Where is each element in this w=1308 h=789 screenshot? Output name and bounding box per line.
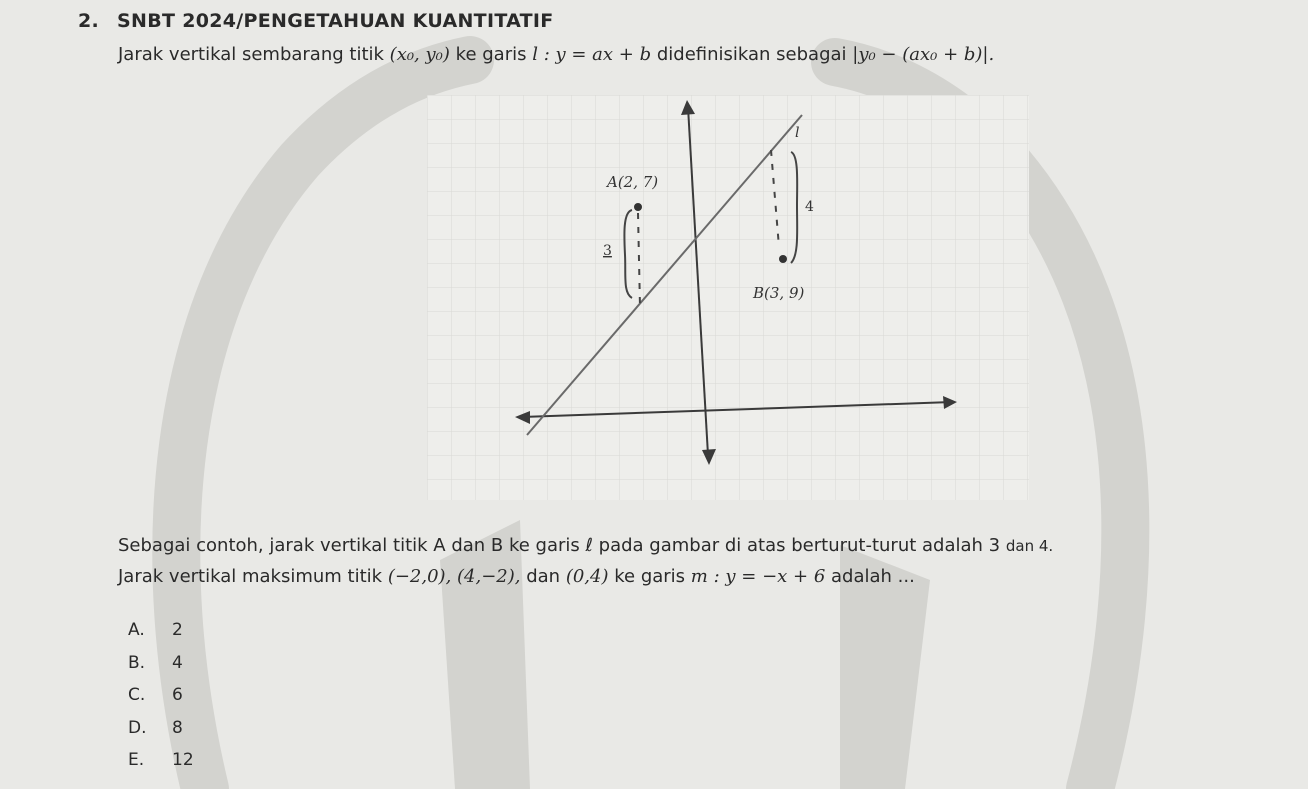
line-l-equation: l : y = ax + b [532,44,652,65]
point-b-label: B(3, 9) [753,284,805,302]
definition-text: Jarak vertikal sembarang titik (x₀, y₀) ke garis l : y = ax + b didefinisikan sebagai |y₀ − (ax₀ + b)|. [118,44,995,65]
question-header [78,10,554,32]
task-text: Jarak vertikal maksimum titik (−2,0), (4,−2), dan (0,4) ke garis m : y = −x + 6 adalah ... [118,566,915,587]
distance-a-label: 3 [603,243,612,259]
option-a[interactable]: A. 2 [128,620,183,640]
point-notation: (x₀, y₀) [389,44,450,65]
task-points: (−2,0), (4,−2), [387,566,521,587]
answer-options [128,614,194,777]
option-e[interactable]: E. 12 [128,750,194,770]
point-a [634,203,642,211]
option-c[interactable]: C. 6 [128,685,183,705]
graph-figure [427,95,1029,500]
option-b[interactable]: B. 4 [128,652,183,673]
point-b [779,255,787,263]
example-text: Sebagai contoh, jarak vertikal titik A dan B ke garis ℓ pada gambar di atas berturut-turut adalah 3 dan 4. [118,535,1054,556]
line-m-equation: m : y = −x + 6 [690,566,826,587]
distance-b-label: 4 [805,199,814,215]
task-point-3: (0,4) [565,566,609,587]
point-a-label: A(2, 7) [607,173,659,191]
line-l-label: l [795,125,800,141]
question-number: 2. [78,10,100,32]
distance-formula: |y₀ − (ax₀ + b)|. [852,44,995,65]
option-d[interactable]: D. 8 [128,717,183,738]
question-source: SNBT 2024/PENGETAHUAN KUANTITATIF [117,10,554,32]
